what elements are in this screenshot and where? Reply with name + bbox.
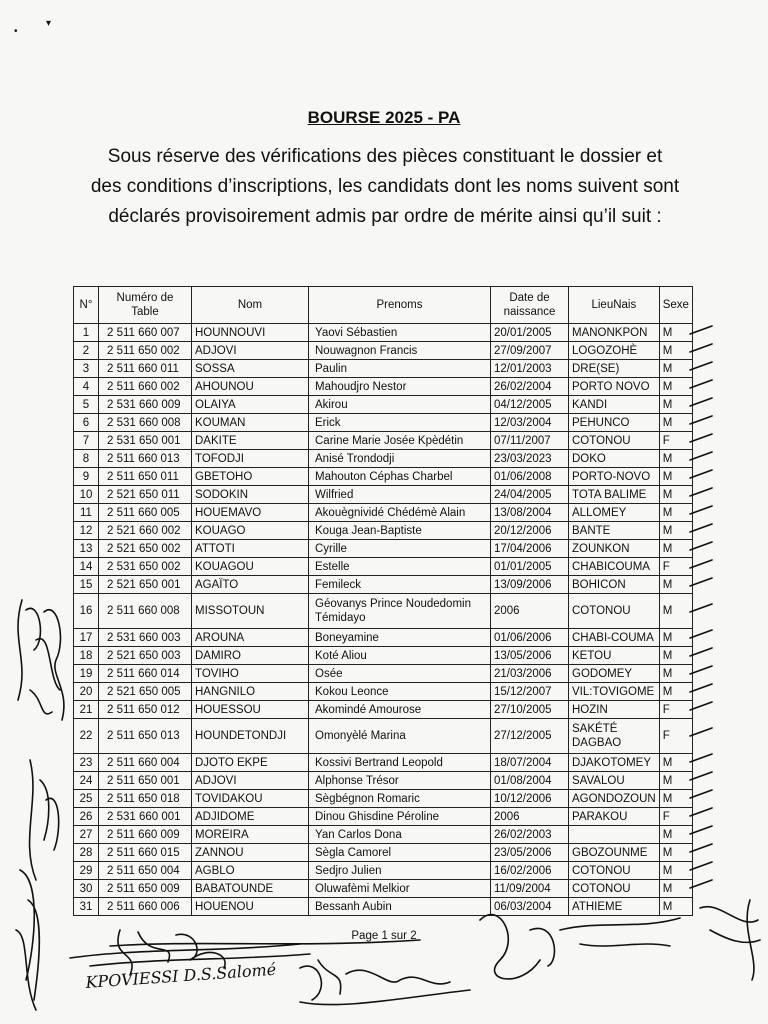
header-sexe: Sexe xyxy=(659,287,692,324)
cell-sexe: M xyxy=(659,540,692,558)
bottom-signature-middle xyxy=(300,960,470,1005)
cell-sexe: M xyxy=(659,754,692,772)
cell-table-number: 2 521 650 002 xyxy=(99,540,192,558)
cell-no: 16 xyxy=(74,594,99,629)
cell-no: 5 xyxy=(74,396,99,414)
cell-sexe: M xyxy=(659,504,692,522)
left-margin-signature-1 xyxy=(18,600,64,720)
check-marks xyxy=(690,326,712,888)
cell-lieu: ZOUNKON xyxy=(569,540,660,558)
page-number: Page 1 sur 2 xyxy=(351,930,417,942)
cell-prenoms: Akouègnividé Chédémè Alain xyxy=(309,504,491,522)
cell-nom: HANGNILO xyxy=(192,683,309,701)
cell-no: 2 xyxy=(74,342,99,360)
cell-prenoms: Géovanys Prince Noudedomin Témidayo xyxy=(309,594,491,629)
cell-nom: DAMIRO xyxy=(192,647,309,665)
cell-prenoms: Sedjro Julien xyxy=(309,862,491,880)
cell-lieu: SAKÉTÉ DAGBAO xyxy=(569,719,660,754)
cell-date: 01/08/2004 xyxy=(491,772,569,790)
cell-lieu: COTONOU xyxy=(569,862,660,880)
cell-no: 17 xyxy=(74,629,99,647)
cell-no: 24 xyxy=(74,772,99,790)
cell-nom: ADJOVI xyxy=(192,772,309,790)
cell-date: 2006 xyxy=(491,808,569,826)
cell-date: 07/11/2007 xyxy=(491,432,569,450)
cell-table-number: 2 511 650 018 xyxy=(99,790,192,808)
cell-prenoms: Dinou Ghisdine Péroline xyxy=(309,808,491,826)
intro-paragraph: Sous réserve des vérifications des pièces constituant le dossier et des conditions d’inscriptions, les candidats dont les noms suivent sont déclarés provisoirement admis par ordre de mérite ainsi qu’il suit : xyxy=(90,146,680,227)
cell-nom: TOVIHO xyxy=(192,665,309,683)
cell-table-number: 2 521 660 002 xyxy=(99,522,192,540)
cell-sexe: F xyxy=(659,719,692,754)
cell-no: 25 xyxy=(74,790,99,808)
cell-lieu: PEHUNCO xyxy=(569,414,660,432)
cell-date: 27/09/2007 xyxy=(491,342,569,360)
cell-lieu: CHABICOUMA xyxy=(569,558,660,576)
cell-nom: TOVIDAKOU xyxy=(192,790,309,808)
header-date: Date de naissance xyxy=(491,287,569,324)
cell-lieu: SAVALOU xyxy=(569,772,660,790)
cell-sexe: M xyxy=(659,468,692,486)
cell-table-number: 2 511 660 014 xyxy=(99,665,192,683)
cell-lieu: PARAKOU xyxy=(569,808,660,826)
cell-no: 28 xyxy=(74,844,99,862)
cell-lieu: DJAKOTOMEY xyxy=(569,754,660,772)
cell-table-number: 2 511 650 002 xyxy=(99,342,192,360)
cell-lieu: COTONOU xyxy=(569,880,660,898)
cell-lieu: KETOU xyxy=(569,647,660,665)
cell-no: 18 xyxy=(74,647,99,665)
cell-no: 27 xyxy=(74,826,99,844)
header-prenoms: Prenoms xyxy=(309,287,491,324)
cell-no: 23 xyxy=(74,754,99,772)
cell-nom: OLAIYA xyxy=(192,396,309,414)
cell-date: 18/07/2004 xyxy=(491,754,569,772)
cell-date: 17/04/2006 xyxy=(491,540,569,558)
cell-table-number: 2 511 650 013 xyxy=(99,719,192,754)
cell-sexe: M xyxy=(659,486,692,504)
cell-table-number: 2 511 660 013 xyxy=(99,450,192,468)
cell-date: 01/06/2008 xyxy=(491,468,569,486)
cell-no: 13 xyxy=(74,540,99,558)
left-margin-signature-2 xyxy=(16,760,59,1010)
cell-prenoms: Kouga Jean-Baptiste xyxy=(309,522,491,540)
cell-sexe: F xyxy=(659,558,692,576)
cell-sexe: M xyxy=(659,665,692,683)
cell-nom: KOUAGOU xyxy=(192,558,309,576)
cell-nom: AGAÏTO xyxy=(192,576,309,594)
cell-lieu: ALLOMEY xyxy=(569,504,660,522)
cell-table-number: 2 531 660 008 xyxy=(99,414,192,432)
cell-nom: DJOTO EKPE xyxy=(192,754,309,772)
cell-nom: MISSOTOUN xyxy=(192,594,309,629)
header-table-number: Numéro de Table xyxy=(99,287,192,324)
cell-table-number: 2 531 660 009 xyxy=(99,396,192,414)
cell-lieu: GBOZOUNME xyxy=(569,844,660,862)
cell-lieu: TOTA BALIME xyxy=(569,486,660,504)
cell-sexe: M xyxy=(659,594,692,629)
cell-lieu: PORTO NOVO xyxy=(569,378,660,396)
cell-date: 26/02/2003 xyxy=(491,826,569,844)
cell-no: 8 xyxy=(74,450,99,468)
cell-sexe: M xyxy=(659,844,692,862)
cell-date: 01/06/2006 xyxy=(491,629,569,647)
bottom-underline xyxy=(110,940,420,946)
cell-sexe: M xyxy=(659,414,692,432)
cell-table-number: 2 521 650 005 xyxy=(99,683,192,701)
cell-table-number: 2 511 650 009 xyxy=(99,880,192,898)
cell-lieu: PORTO-NOVO xyxy=(569,468,660,486)
cell-date: 24/04/2005 xyxy=(491,486,569,504)
cell-no: 30 xyxy=(74,880,99,898)
cell-no: 19 xyxy=(74,665,99,683)
cell-date: 15/12/2007 xyxy=(491,683,569,701)
cell-prenoms: Akirou xyxy=(309,396,491,414)
cell-prenoms: Cyrille xyxy=(309,540,491,558)
cell-no: 22 xyxy=(74,719,99,754)
cell-no: 20 xyxy=(74,683,99,701)
cell-sexe: F xyxy=(659,701,692,719)
header-lieu: LieuNais xyxy=(569,287,660,324)
cell-no: 26 xyxy=(74,808,99,826)
cell-sexe: M xyxy=(659,324,692,342)
cell-lieu: MANONKPON xyxy=(569,324,660,342)
header-no: N° xyxy=(74,287,99,324)
cell-nom: ADJOVI xyxy=(192,342,309,360)
cell-date: 12/01/2003 xyxy=(491,360,569,378)
cell-table-number: 2 511 660 009 xyxy=(99,826,192,844)
cell-nom: MOREIRA xyxy=(192,826,309,844)
cell-prenoms: Anisé Trondodji xyxy=(309,450,491,468)
cell-no: 21 xyxy=(74,701,99,719)
cell-sexe: F xyxy=(659,808,692,826)
cell-prenoms: Omonyèlé Marina xyxy=(309,719,491,754)
cell-prenoms: Kokou Leonce xyxy=(309,683,491,701)
cell-prenoms: Erick xyxy=(309,414,491,432)
cell-nom: HOUEMAVO xyxy=(192,504,309,522)
cell-prenoms: Akomindé Amourose xyxy=(309,701,491,719)
cell-sexe: M xyxy=(659,378,692,396)
cell-table-number: 2 531 660 001 xyxy=(99,808,192,826)
cell-sexe: F xyxy=(659,432,692,450)
cell-nom: GBETOHO xyxy=(192,468,309,486)
cell-prenoms: Paulin xyxy=(309,360,491,378)
cell-no: 10 xyxy=(74,486,99,504)
cell-sexe: M xyxy=(659,826,692,844)
cell-sexe: M xyxy=(659,683,692,701)
cell-prenoms: Carine Marie Josée Kpèdétin xyxy=(309,432,491,450)
cell-nom: AHOUNOU xyxy=(192,378,309,396)
cell-nom: KOUMAN xyxy=(192,414,309,432)
cell-nom: AGBLO xyxy=(192,862,309,880)
bottom-signature-right xyxy=(480,900,760,980)
cell-lieu: BOHICON xyxy=(569,576,660,594)
cell-lieu: BANTE xyxy=(569,522,660,540)
cell-table-number: 2 511 660 005 xyxy=(99,504,192,522)
document-title: BOURSE 2025 - PA xyxy=(307,108,461,127)
cell-date: 20/12/2006 xyxy=(491,522,569,540)
cell-lieu: ATHIEME xyxy=(569,898,660,916)
cell-date: 26/02/2004 xyxy=(491,378,569,396)
cell-no: 15 xyxy=(74,576,99,594)
cell-sexe: M xyxy=(659,450,692,468)
cell-lieu: COTONOU xyxy=(569,594,660,629)
cell-nom: KOUAGO xyxy=(192,522,309,540)
cell-table-number: 2 511 650 012 xyxy=(99,701,192,719)
cell-sexe: M xyxy=(659,342,692,360)
bottom-signature-name: KPOVIESSI D.S.Salomé xyxy=(84,959,277,992)
cell-lieu: CHABI-COUMA xyxy=(569,629,660,647)
cell-prenoms: Estelle xyxy=(309,558,491,576)
cell-table-number: 2 511 660 002 xyxy=(99,378,192,396)
cell-date: 01/01/2005 xyxy=(491,558,569,576)
cell-no: 4 xyxy=(74,378,99,396)
cell-table-number: 2 511 650 011 xyxy=(99,468,192,486)
cell-prenoms: Femileck xyxy=(309,576,491,594)
cell-table-number: 2 511 650 001 xyxy=(99,772,192,790)
cell-nom: BABATOUNDE xyxy=(192,880,309,898)
cell-prenoms: Wilfried xyxy=(309,486,491,504)
cell-date: 16/02/2006 xyxy=(491,862,569,880)
cell-table-number: 2 521 650 003 xyxy=(99,647,192,665)
cell-lieu: HOZIN xyxy=(569,701,660,719)
cell-lieu: KANDI xyxy=(569,396,660,414)
cell-sexe: M xyxy=(659,772,692,790)
cell-table-number: 2 511 660 004 xyxy=(99,754,192,772)
cell-prenoms: Bessanh Aubin xyxy=(309,898,491,916)
cell-lieu: GODOMEY xyxy=(569,665,660,683)
cell-no: 29 xyxy=(74,862,99,880)
cell-table-number: 2 531 650 002 xyxy=(99,558,192,576)
cell-sexe: M xyxy=(659,629,692,647)
cell-no: 3 xyxy=(74,360,99,378)
cell-prenoms: Alphonse Trésor xyxy=(309,772,491,790)
cell-lieu: VIL:TOVIGOME xyxy=(569,683,660,701)
cell-prenoms: Oluwafèmi Melkior xyxy=(309,880,491,898)
cell-table-number: 2 521 650 001 xyxy=(99,576,192,594)
cell-prenoms: Nouwagnon Francis xyxy=(309,342,491,360)
cell-date: 23/03/2023 xyxy=(491,450,569,468)
cell-date: 12/03/2004 xyxy=(491,414,569,432)
scan-speck: • xyxy=(14,26,18,37)
cell-nom: ADJIDOME xyxy=(192,808,309,826)
cell-table-number: 2 521 650 011 xyxy=(99,486,192,504)
cell-sexe: M xyxy=(659,790,692,808)
cell-nom: HOUNDETONDJI xyxy=(192,719,309,754)
cell-table-number: 2 511 660 011 xyxy=(99,360,192,378)
cell-sexe: M xyxy=(659,862,692,880)
cell-date: 27/12/2005 xyxy=(491,719,569,754)
cell-lieu: AGONDOZOUN xyxy=(569,790,660,808)
cell-nom: HOUNNOUVI xyxy=(192,324,309,342)
cell-prenoms: Sègbégnon Romaric xyxy=(309,790,491,808)
cell-lieu: COTONOU xyxy=(569,432,660,450)
cell-date: 06/03/2004 xyxy=(491,898,569,916)
cell-nom: DAKITE xyxy=(192,432,309,450)
cell-prenoms: Mahoudjro Nestor xyxy=(309,378,491,396)
cell-date: 13/09/2006 xyxy=(491,576,569,594)
cell-table-number: 2 531 650 001 xyxy=(99,432,192,450)
cell-table-number: 2 511 660 007 xyxy=(99,324,192,342)
cell-nom: AROUNA xyxy=(192,629,309,647)
cell-no: 31 xyxy=(74,898,99,916)
cell-prenoms: Sègla Camorel xyxy=(309,844,491,862)
cell-prenoms: Mahouton Céphas Charbel xyxy=(309,468,491,486)
cell-nom: HOUENOU xyxy=(192,898,309,916)
cell-sexe: M xyxy=(659,360,692,378)
cell-date: 13/05/2006 xyxy=(491,647,569,665)
cell-nom: SOSSA xyxy=(192,360,309,378)
cell-table-number: 2 511 650 004 xyxy=(99,862,192,880)
cell-date: 27/10/2005 xyxy=(491,701,569,719)
cell-date: 23/05/2006 xyxy=(491,844,569,862)
cell-sexe: M xyxy=(659,647,692,665)
cell-sexe: M xyxy=(659,396,692,414)
cell-prenoms: Kossivi Bertrand Leopold xyxy=(309,754,491,772)
cell-no: 11 xyxy=(74,504,99,522)
cell-date: 13/08/2004 xyxy=(491,504,569,522)
cell-no: 14 xyxy=(74,558,99,576)
cell-prenoms: Koté Aliou xyxy=(309,647,491,665)
cell-date: 04/12/2005 xyxy=(491,396,569,414)
cell-date: 21/03/2006 xyxy=(491,665,569,683)
cell-no: 9 xyxy=(74,468,99,486)
cell-prenoms: Yaovi Sébastien xyxy=(309,324,491,342)
cell-date: 11/09/2004 xyxy=(491,880,569,898)
cell-no: 12 xyxy=(74,522,99,540)
cell-no: 1 xyxy=(74,324,99,342)
cell-nom: TOFODJI xyxy=(192,450,309,468)
cell-table-number: 2 531 660 003 xyxy=(99,629,192,647)
cell-table-number: 2 511 660 006 xyxy=(99,898,192,916)
cell-lieu: LOGOZOHÈ xyxy=(569,342,660,360)
cell-no: 7 xyxy=(74,432,99,450)
header-nom: Nom xyxy=(192,287,309,324)
cell-sexe: M xyxy=(659,576,692,594)
cell-prenoms: Osée xyxy=(309,665,491,683)
cell-lieu: DOKO xyxy=(569,450,660,468)
cell-date: 20/01/2005 xyxy=(491,324,569,342)
cell-table-number: 2 511 660 008 xyxy=(99,594,192,629)
cell-prenoms: Yan Carlos Dona xyxy=(309,826,491,844)
cell-date: 10/12/2006 xyxy=(491,790,569,808)
cell-no: 6 xyxy=(74,414,99,432)
cell-nom: HOUESSOU xyxy=(192,701,309,719)
cell-date: 2006 xyxy=(491,594,569,629)
cell-table-number: 2 511 660 015 xyxy=(99,844,192,862)
cell-sexe: M xyxy=(659,898,692,916)
cell-sexe: M xyxy=(659,522,692,540)
cell-prenoms: Boneyamine xyxy=(309,629,491,647)
cell-lieu: DRE(SE) xyxy=(569,360,660,378)
scan-speck: ▾ xyxy=(46,18,52,29)
cell-nom: SODOKIN xyxy=(192,486,309,504)
cell-sexe: M xyxy=(659,880,692,898)
cell-nom: ATTOTI xyxy=(192,540,309,558)
cell-nom: ZANNOU xyxy=(192,844,309,862)
